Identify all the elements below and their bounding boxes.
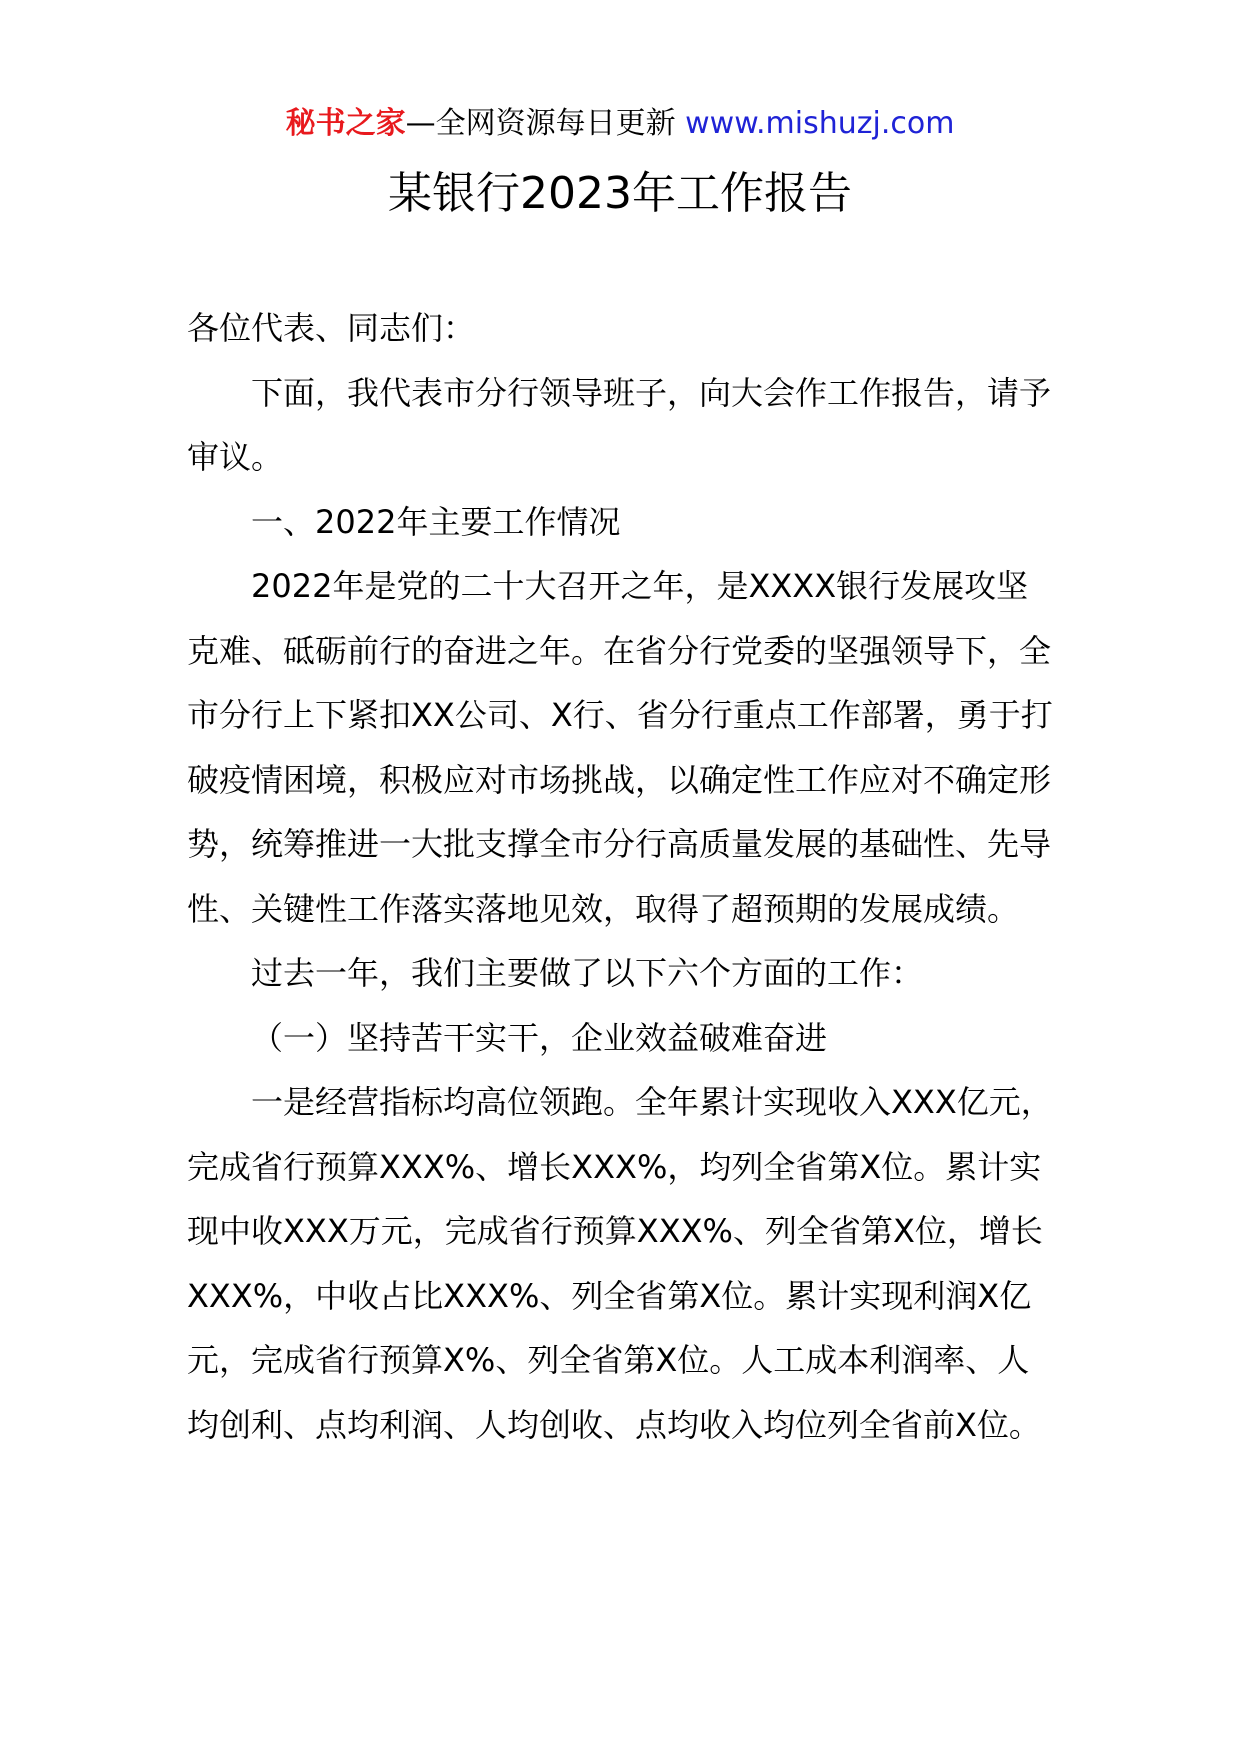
site-header: [0, 104, 1240, 144]
document-body: [187, 296, 1053, 1457]
site-brand: 秘书之家: [285, 106, 406, 141]
paragraph-indicators: 一是经营指标均高位领跑。全年累计实现收入XXX亿元，完成省行预算XXX%、增长XXX%，均列全省第X位。累计实现中收XXX万元，完成省行预算XXX%、列全省第X位，增长XXX%，中收占比XXX%、列全省第X位。累计实现利润X亿元，完成省行预算X%、列全省第X位。人工成本利润率、人均创利、点均利润、人均创收、点均收入均位列全省前X位。: [187, 1083, 1053, 1444]
salutation: 各位代表、同志们：: [187, 309, 476, 347]
subsection-heading: （一）坚持苦干实干，企业效益破难奋进: [251, 1018, 828, 1057]
site-tagline: —全网资源每日更新: [405, 106, 676, 141]
document-title: 某银行2023年工作报告: [388, 168, 852, 219]
paragraph-intro: 下面，我代表市分行领导班子，向大会作工作报告，请予审议。: [187, 373, 1052, 476]
section-heading: 一、2022年主要工作情况: [251, 502, 621, 541]
site-url-link[interactable]: www.mishuzj.com: [685, 106, 955, 141]
paragraph-summary: 过去一年，我们主要做了以下六个方面的工作：: [251, 954, 924, 992]
paragraph-overview: 2022年是党的二十大召开之年，是XXXX银行发展攻坚克难、砥砺前行的奋进之年。在省分行党委的坚强领导下，全市分行上下紧扣XX公司、X行、省分行重点工作部署，勇于打破疫情困境，积极应对市场挑战，以确定性工作应对不确定形势，统筹推进一大批支撑全市分行高质量发展的基础性、先导性、关键性工作落实落地见效，取得了超预期的发展成绩。: [187, 567, 1053, 928]
